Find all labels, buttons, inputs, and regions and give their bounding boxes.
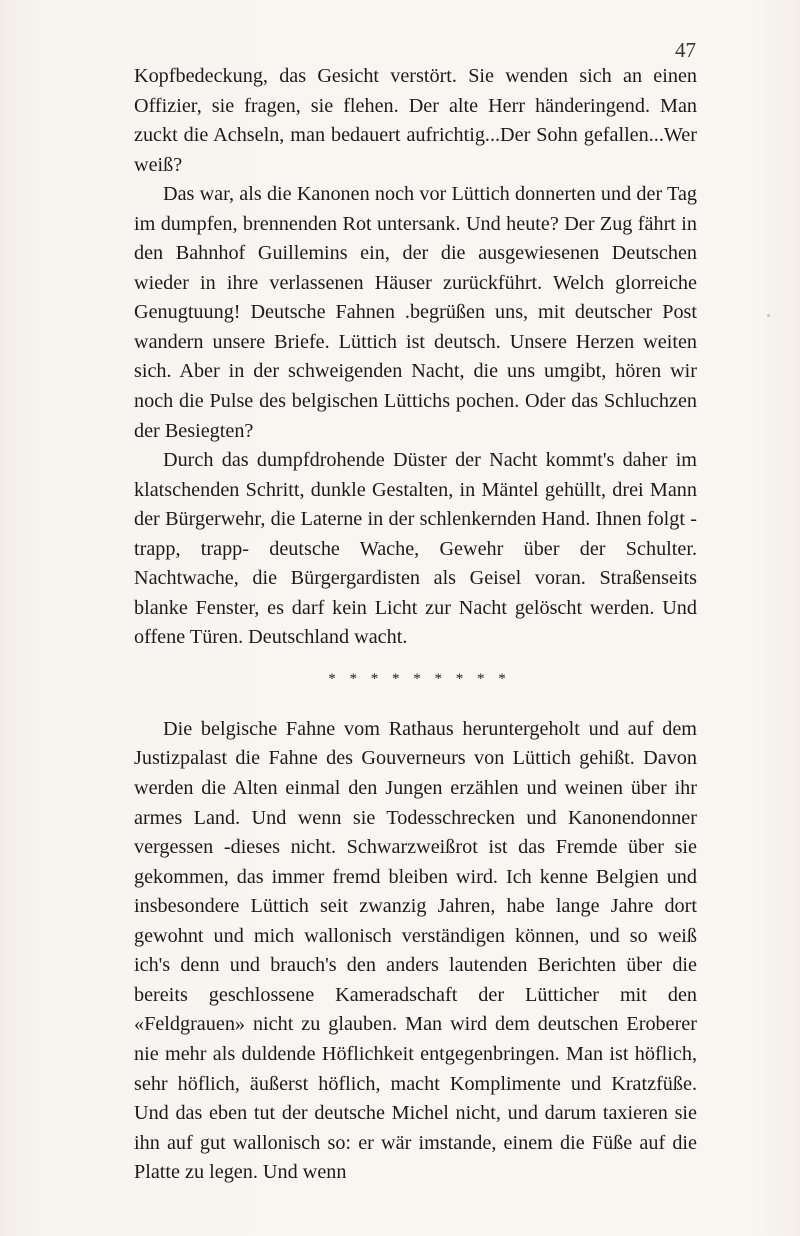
section-separator: * * * * * * * * * bbox=[328, 670, 511, 687]
paper-speck bbox=[767, 314, 770, 317]
paragraph-4: Die belgische Fahne vom Rathaus heruntergeholt und auf dem Justizpalast die Fahne des Gouverneurs von Lüttich gehißt. Davon werden die Alten einmal den Jungen erzählen und weinen über ihr armes Land. Und wenn sie Todesschrecken und Kanonendonner vergessen -dieses nicht. Schwarzweißrot ist das Fremde über sie gekommen, das immer fremd bleiben wird. Ich kenne Belgien und insbesondere Lüttich seit zwanzig Jahren, habe lange Jahre dort gewohnt und mich wallonisch verständigen können, und so weiß ich's denn und brauch's den anders lautenden Berichten über die bereits geschlossene Kameradschaft der Lütticher mit den «Feldgrauen» nicht zu glauben. Man wird dem deutschen Eroberer nie mehr als duldende Höflichkeit entgegenbringen. Man ist höflich, sehr höflich, äußerst höflich, macht Komplimente und Kratzfüße. Und das eben tut der deutsche Michel nicht, und darum taxieren sie ihn auf gut wallonisch so: er wär imstande, einem die Füße auf die Platte zu legen. Und wenn bbox=[134, 717, 697, 1184]
paragraph-1: Kopfbedeckung, das Gesicht verstört. Sie wenden sich an einen Offizier, sie fragen, sie flehen. Der alte Herr händeringend. Man zuckt die Achseln, man bedauert aufrichtig...Der Sohn gefallen...Wer weiß? bbox=[134, 65, 697, 176]
paragraph-2: Das war, als die Kanonen noch vor Lüttich donnerten und der Tag im dumpfen, brennenden Rot untersank. Und heute? Der Zug fährt in den Bahnhof Guillemins ein, der die ausgewiesenen Deutschen wieder in ihre verlassenen Häuser zurückführt. Welch glorreiche Genugtuung! Deutsche Fahnen .begrüßen uns, mit deutscher Post wandern unsere Briefe. Lüttich ist deutsch. Unsere Herzen weiten sich. Aber in der schweigenden Nacht, die uns umgibt, hören wir noch die Pulse des belgischen Lüttichs pochen. Oder das Schluchzen der Besiegten? bbox=[134, 183, 697, 442]
paragraph-3: Durch das dumpfdrohende Düster der Nacht kommt's daher im klatschenden Schritt, dunkle Gestalten, in Mäntel gehüllt, drei Mann der Bürgerwehr, die Laterne in der schlenkernden Hand. Ihnen folgt -trapp, trapp- deutsche Wache, Gewehr über der Schulter. Nachtwache, die Bürgergardisten als Geisel voran. Straßenseits blanke Fenster, es darf kein Licht zur Nacht gelöscht werden. Und offene Türen. Deutschland wacht. bbox=[134, 449, 697, 649]
body-text bbox=[134, 62, 697, 1188]
page-number: 47 bbox=[675, 38, 696, 62]
